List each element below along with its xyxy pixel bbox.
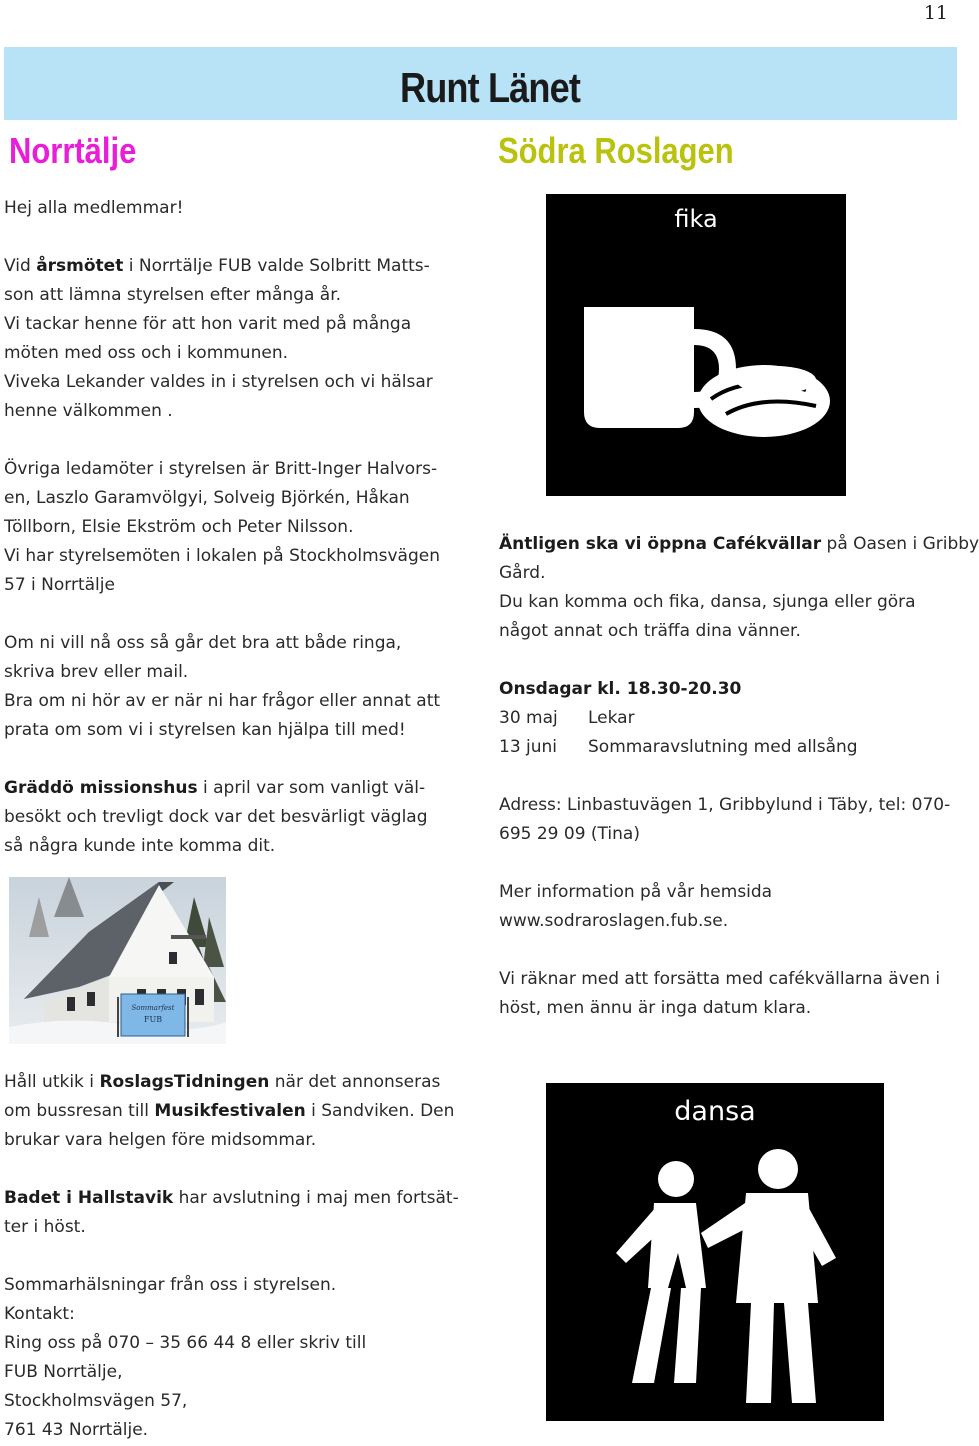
text-line: Kontakt: bbox=[4, 1304, 75, 1324]
text-line: son att lämna styrelsen efter många år. bbox=[4, 285, 342, 305]
dansa-pictogram bbox=[546, 1083, 884, 1421]
missionshus-photo bbox=[9, 877, 226, 1044]
page-number: 11 bbox=[923, 2, 948, 24]
text-line: Adress: Linbastuvägen 1, Gribbylund i Täby, tel: 070- bbox=[499, 795, 951, 815]
text-line: Övriga ledamöter i styrelsen är Britt-Inger Halvors- bbox=[4, 459, 438, 479]
text-line: Ring oss på 070 – 35 66 44 8 eller skriv till bbox=[4, 1333, 367, 1353]
fika-label: fika bbox=[674, 205, 718, 233]
text-line: Badet i Hallstavik har avslutning i maj men fortsät- bbox=[4, 1188, 459, 1208]
text-line: höst, men ännu är inga datum klara. bbox=[499, 998, 812, 1018]
text-line: Mer information på vår hemsida bbox=[499, 882, 773, 902]
text-line: något annat och träffa dina vänner. bbox=[499, 621, 801, 641]
text-line: Du kan komma och fika, dansa, sjunga eller göra bbox=[499, 592, 916, 612]
text-line: Håll utkik i RoslagsTidningen när det annonseras bbox=[4, 1072, 441, 1092]
norrtalje-article-continued bbox=[4, 1068, 474, 1445]
greeting: Hej alla medlemmar! bbox=[4, 198, 184, 218]
schedule-row: 30 maj Lekar bbox=[499, 708, 635, 728]
website-link[interactable]: www.sodraroslagen.fub.se. bbox=[499, 911, 729, 931]
text-line: Bra om ni hör av er när ni har frågor eller annat att bbox=[4, 691, 441, 711]
sign-text-line2: FUB bbox=[143, 1015, 163, 1024]
schedule-heading: Onsdagar kl. 18.30-20.30 bbox=[499, 679, 742, 699]
sodra-roslagen-article bbox=[499, 530, 979, 1023]
text-line: henne välkommen . bbox=[4, 401, 173, 421]
text-line: Stockholmsvägen 57, bbox=[4, 1391, 188, 1411]
text-line: prata om som vi i styrelsen kan hjälpa till med! bbox=[4, 720, 406, 740]
text-line: Om ni vill nå oss så går det bra att både ringa, bbox=[4, 633, 402, 653]
text-line: en, Laszlo Garamvölgyi, Solveig Björkén, Håkan bbox=[4, 488, 410, 508]
sodra-roslagen-heading: Södra Roslagen bbox=[498, 130, 734, 171]
text-line: Viveka Lekander valdes in i styrelsen och vi hälsar bbox=[4, 372, 433, 392]
norrtalje-heading: Norrtälje bbox=[9, 130, 137, 171]
text-line: Vi räknar med att forsätta med cafékvällarna även i bbox=[499, 969, 941, 989]
norrtalje-article bbox=[4, 194, 474, 861]
schedule-row: 13 juni Sommaravslutning med allsång bbox=[499, 737, 858, 757]
fika-pictogram bbox=[546, 194, 846, 496]
text-line: ter i höst. bbox=[4, 1217, 86, 1237]
text-line: Äntligen ska vi öppna Cafékvällar på Oasen i Gribby bbox=[499, 534, 979, 554]
text-line: Sommarhälsningar från oss i styrelsen. bbox=[4, 1275, 337, 1295]
text-line: FUB Norrtälje, bbox=[4, 1362, 123, 1382]
text-line: Vid årsmötet i Norrtälje FUB valde Solbritt Matts- bbox=[4, 256, 430, 276]
text-line: 761 43 Norrtälje. bbox=[4, 1420, 149, 1440]
text-line: så några kunde inte komma dit. bbox=[4, 836, 276, 856]
text-line: Töllborn, Elsie Ekström och Peter Nilsson. bbox=[4, 517, 354, 537]
text-line: skriva brev eller mail. bbox=[4, 662, 189, 682]
text-line: 57 i Norrtälje bbox=[4, 575, 115, 595]
text-line: Vi har styrelsemöten i lokalen på Stockholmsvägen bbox=[4, 546, 440, 566]
text-line: Gård. bbox=[499, 563, 546, 583]
banner-title: Runt Länet bbox=[400, 64, 581, 111]
text-line: brukar vara helgen före midsommar. bbox=[4, 1130, 317, 1150]
text-line: om bussresan till Musikfestivalen i Sandviken. Den bbox=[4, 1101, 455, 1121]
sign-text-line1: Sommarfest bbox=[131, 1004, 175, 1012]
text-line: besökt och trevligt dock var det besvärligt väglag bbox=[4, 807, 428, 827]
text-line: 695 29 09 (Tina) bbox=[499, 824, 640, 844]
dansa-label: dansa bbox=[674, 1096, 756, 1127]
coffee-cup-icon bbox=[584, 307, 694, 428]
text-line: möten med oss och i kommunen. bbox=[4, 343, 288, 363]
text-line: Vi tackar henne för att hon varit med på många bbox=[4, 314, 412, 334]
text-line: Gräddö missionshus i april var som vanligt väl- bbox=[4, 778, 426, 798]
